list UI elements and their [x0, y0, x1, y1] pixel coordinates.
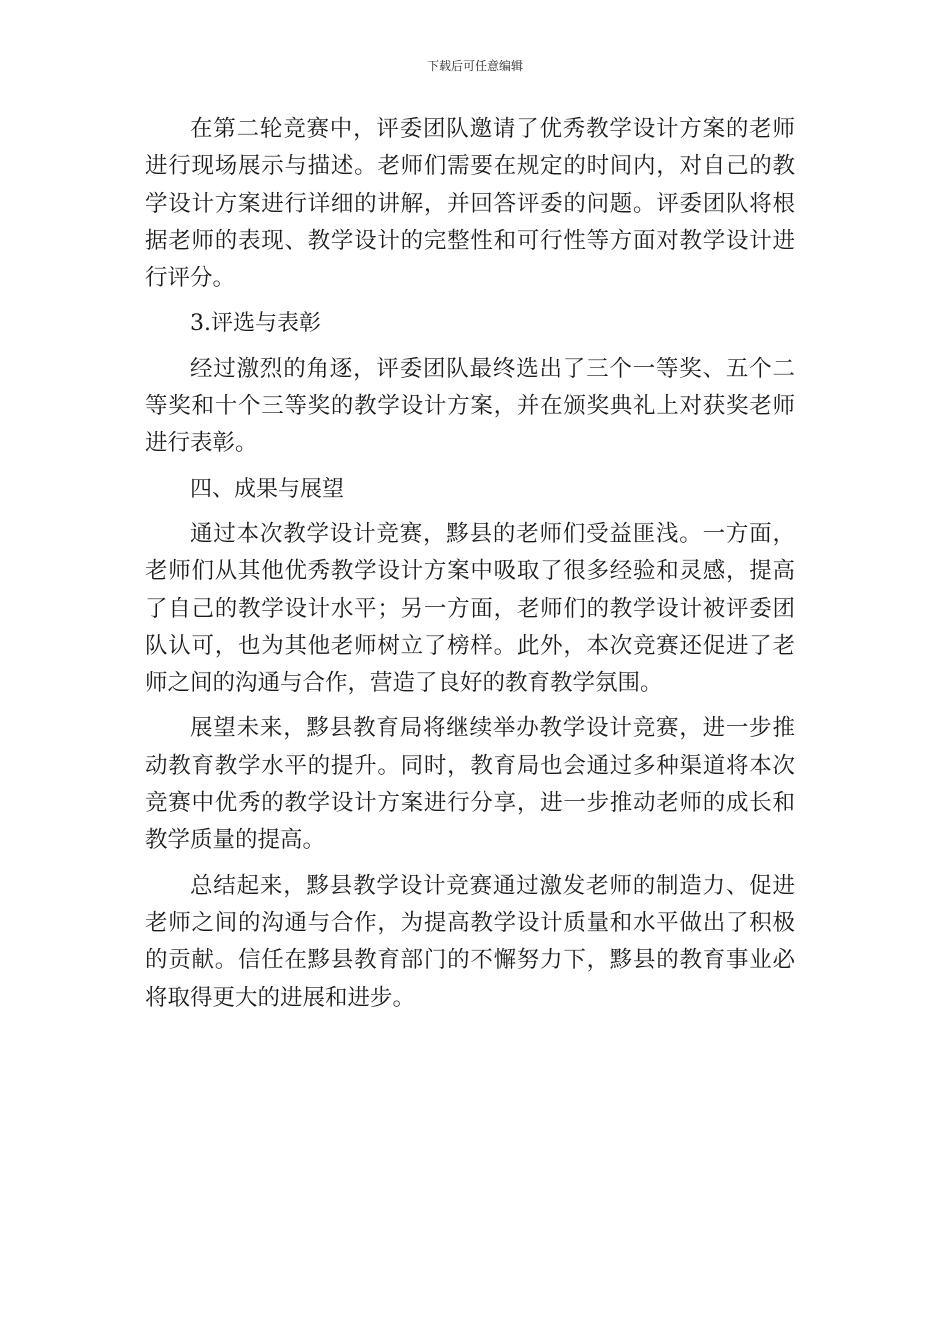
- section-heading-outlook: 四、成果与展望: [190, 476, 345, 502]
- page-header: 下载后可任意编辑: [426, 59, 523, 73]
- paragraph-future: 展望未来，黟县教育局将继续举办教学设计竞赛，进一步推动教育教学水平的提升。同时，教育局也会通过多种渠道将本次竞赛中优秀的教学设计方案进行分享，进一步推动老师的成长和教学质量的提高。: [145, 715, 795, 854]
- section-heading-selection: 3.评选与表彰: [190, 311, 321, 337]
- paragraph-round-two: 在第二轮竞赛中，评委团队邀请了优秀教学设计方案的老师进行现场展示与描述。老师们需要在规定的时间内，对自己的教学设计方案进行详细的讲解，并回答评委的问题。评委团队将根据老师的表现、教学设计的完整性和可行性等方面对教学设计进行评分。: [145, 116, 795, 292]
- paragraph-summary: 总结起来，黟县教学设计竞赛通过激发老师的制造力、促进老师之间的沟通与合作，为提高教学设计质量和水平做出了积极的贡献。信任在黟县教育部门的不懈努力下，黟县的教育事业必将取得更大的进展和进步。: [145, 872, 795, 1011]
- paragraph-awards: 经过激烈的角逐，评委团队最终选出了三个一等奖、五个二等奖和十个三等奖的教学设计方案，并在颁奖典礼上对获奖老师进行表彰。: [145, 355, 795, 457]
- paragraph-results: 通过本次教学设计竞赛，黟县的老师们受益匪浅。一方面，老师们从其他优秀教学设计方案中吸取了很多经验和灵感，提高了自己的教学设计水平；另一方面，老师们的教学设计被评委团队认可，也为其他老师树立了榜样。此外，本次竞赛还促进了老师之间的沟通与合作，营造了良好的教育教学氛围。: [145, 520, 795, 697]
- document-body: [145, 111, 795, 1025]
